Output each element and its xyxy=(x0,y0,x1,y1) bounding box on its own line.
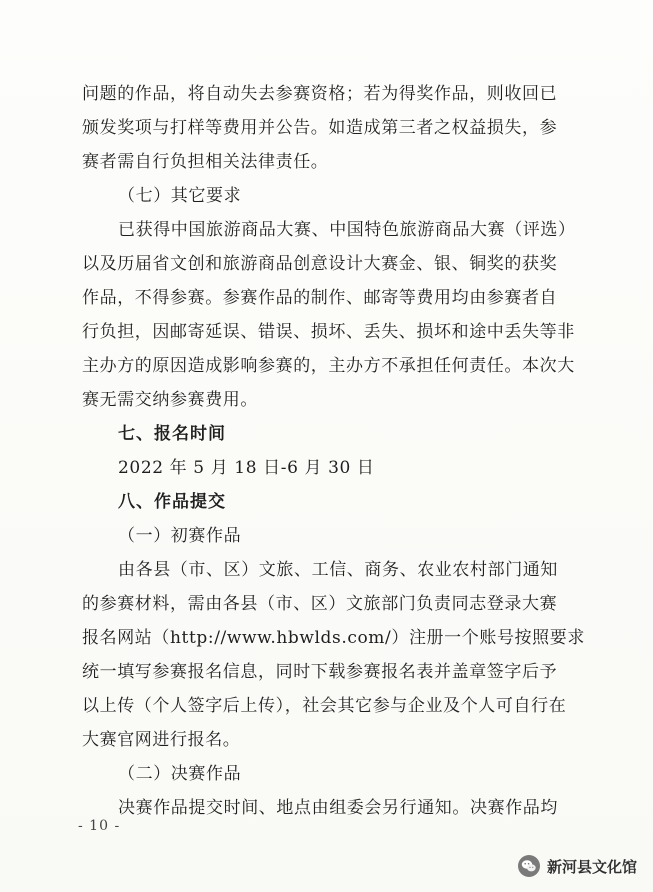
text-line: 的参赛材料，需由各县（市、区）文旅部门负责同志登录大赛 xyxy=(82,594,558,614)
text-line: 以上传（个人签字后上传），社会其它参与企业及个人可自行在 xyxy=(82,696,567,716)
page-number: - 10 - xyxy=(78,818,121,834)
wechat-icon xyxy=(517,854,541,878)
text-line: 颁发奖项与打样等费用并公告。如造成第三者之权益损失，参 xyxy=(82,118,558,138)
section-subheading: （七）其它要求 xyxy=(118,186,242,206)
text-line: 主办方的原因造成影响参赛的，主办方不承担任何责任。本次大 xyxy=(82,356,575,376)
text-line: 行负担，因邮寄延误、错误、损坏、丢失、损坏和途中丢失等非 xyxy=(82,322,575,342)
section-heading: 八、作品提交 xyxy=(118,492,226,512)
text-line: 已获得中国旅游商品大赛、中国特色旅游商品大赛（评选） xyxy=(118,220,576,240)
text-line: 赛无需交纳参赛费用。 xyxy=(82,390,258,410)
text-line: 报名网站（http://www.hbwlds.com/）注册一个账号按照要求 xyxy=(82,628,585,648)
text-line: 大赛官网进行报名。 xyxy=(82,730,241,750)
registration-dates: 2022 年 5 月 18 日-6 月 30 日 xyxy=(118,458,375,478)
text-line: 统一填写参赛报名信息，同时下载参赛报名表并盖章签字后予 xyxy=(82,662,558,682)
text-line: 作品，不得参赛。参赛作品的制作、邮寄等费用均由参赛者自 xyxy=(82,288,558,308)
section-heading: 七、报名时间 xyxy=(118,424,226,444)
text-line: 问题的作品，将自动失去参赛资格；若为得奖作品，则收回已 xyxy=(82,84,558,104)
section-subheading: （二）决赛作品 xyxy=(118,764,242,784)
wechat-watermark xyxy=(517,854,637,878)
text-line: 赛者需自行负担相关法律责任。 xyxy=(82,152,329,172)
text-line: 决赛作品提交时间、地点由组委会另行通知。决赛作品均 xyxy=(118,798,558,818)
text-line: 由各县（市、区）文旅、工信、商务、农业农村部门通知 xyxy=(118,560,558,580)
section-subheading: （一）初赛作品 xyxy=(118,526,242,546)
watermark-text: 新河县文化馆 xyxy=(546,857,637,876)
text-line: 以及历届省文创和旅游商品创意设计大赛金、银、铜奖的获奖 xyxy=(82,254,558,274)
